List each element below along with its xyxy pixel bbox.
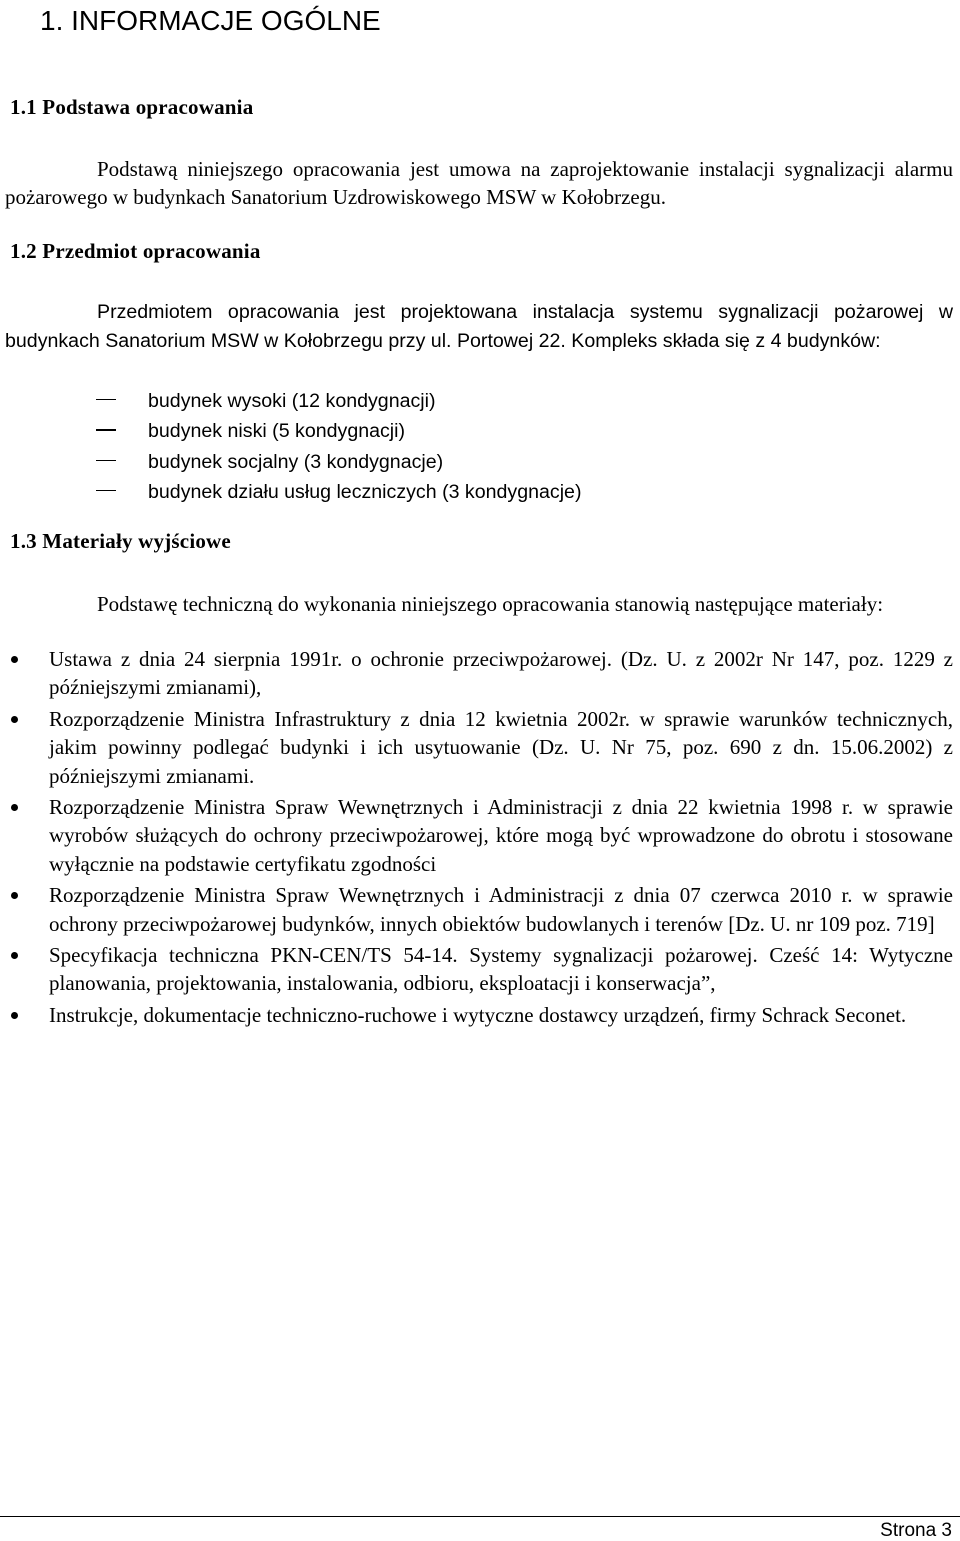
list-item: Rozporządzenie Ministra Infrastruktury z dnia 12 kwietnia 2002r. w sprawie warunków technicznych, jakim powinny podlegać budynki i ich usytuowanie (Dz. U. Nr 75, poz. 690 z dn. 15.06.2002) z późniejszymi zmianami.: [0, 705, 953, 790]
dash-icon: [96, 399, 116, 400]
section-text-1-1: Podstawą niniejszego opracowania jest umowa na zaprojektowanie instalacji sygnalizacji alarmu pożarowego w budynkach Sanatorium Uzdrowiskowego MSW w Kołobrzegu.: [5, 157, 953, 210]
list-item: budynek niski (5 kondygnacji): [96, 416, 581, 446]
bullet-icon: [11, 804, 18, 811]
list-item: Rozporządzenie Ministra Spraw Wewnętrznych i Administracji z dnia 22 kwietnia 1998 r. w sprawie wyrobów służących do ochrony przeciwpożarowej, które mogą być wprowadzone do obrotu i stosowane wyłącznie na podstawie certyfikatu zgodności: [0, 793, 953, 878]
materials-list: [0, 645, 960, 1032]
bullet-icon: [11, 716, 18, 723]
bullet-icon: [11, 952, 18, 959]
section-heading-1-2: 1.2 Przedmiot opracowania: [10, 239, 261, 263]
dash-icon: [96, 429, 116, 430]
dash-icon: [96, 490, 116, 491]
list-item: Rozporządzenie Ministra Spraw Wewnętrznych i Administracji z dnia 07 czerwca 2010 r. w sprawie ochrony przeciwpożarowej budynków, innych obiektów budowlanych i terenów [Dz. U. nr 109 poz. 719]: [0, 881, 953, 938]
building-list: [96, 386, 581, 507]
section-text-1-2: Przedmiotem opracowania jest projektowana instalacja systemu sygnalizacji pożarowej w budynkach Sanatorium MSW w Kołobrzegu przy ul. Portowej 22. Kompleks składa się z 4 budynków:: [5, 301, 953, 352]
section-heading-1-3: 1.3 Materiały wyjściowe: [10, 529, 231, 553]
chapter-title: 1. INFORMACJE OGÓLNE: [40, 5, 381, 36]
section-text-1-3: Podstawę techniczną do wykonania niniejszego opracowania stanowią następujące materiały:: [97, 592, 884, 616]
list-item: Instrukcje, dokumentacje techniczno-ruchowe i wytyczne dostawcy urządzeń, firmy Schrack Seconet.: [0, 1001, 953, 1029]
footer-divider: [0, 1516, 960, 1517]
section-paragraph-1-3: [5, 590, 953, 618]
dash-icon: [96, 460, 116, 461]
section-heading-1-1: 1.1 Podstawa opracowania: [10, 95, 254, 119]
page-number: Strona 3: [880, 1520, 952, 1541]
list-item: budynek działu usług leczniczych (3 kondygnacje): [96, 477, 581, 507]
section-paragraph-1-1: [5, 155, 953, 212]
bullet-icon: [11, 1012, 18, 1019]
list-item: Specyfikacja techniczna PKN-CEN/TS 54-14. Systemy sygnalizacji pożarowej. Cześć 14: Wytyczne planowania, projektowania, instalowania, odbioru, eksploatacji i konserwacja”,: [0, 941, 953, 998]
list-item: Ustawa z dnia 24 sierpnia 1991r. o ochronie przeciwpożarowej. (Dz. U. z 2002r Nr 147, poz. 1229 z późniejszymi zmianami),: [0, 645, 953, 702]
bullet-icon: [11, 892, 18, 899]
bullet-icon: [11, 656, 18, 663]
list-item: budynek wysoki (12 kondygnacji): [96, 386, 581, 416]
list-item: budynek socjalny (3 kondygnacje): [96, 447, 581, 477]
section-paragraph-1-2: [5, 298, 953, 356]
